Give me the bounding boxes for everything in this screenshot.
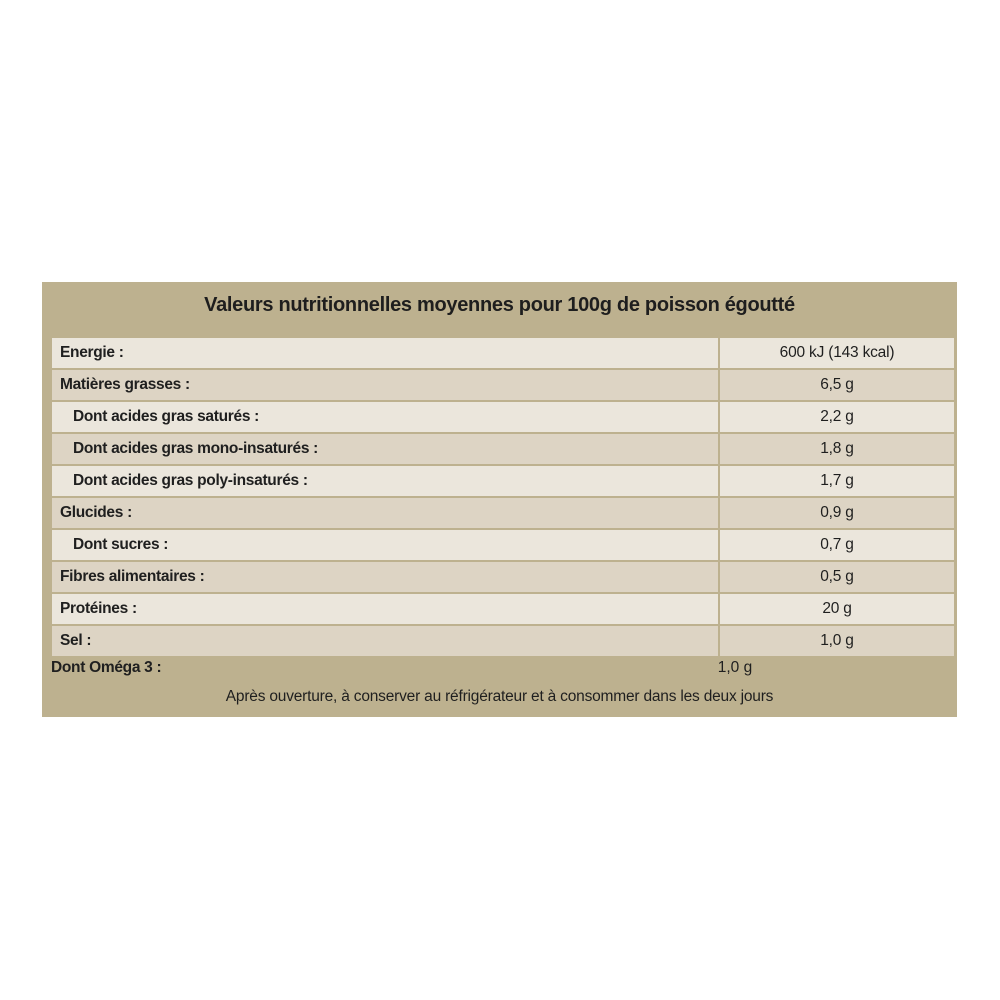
row-value: 0,9 g <box>720 498 954 528</box>
table-row-poly-insatures <box>52 466 954 496</box>
table-row-energie <box>52 338 954 368</box>
row-label: Dont sucres : <box>52 530 718 560</box>
row-value: 2,2 g <box>720 402 954 432</box>
omega-label: Dont Oméga 3 : <box>51 659 162 676</box>
row-value: 0,5 g <box>720 562 954 592</box>
row-label: Matières grasses : <box>52 370 718 400</box>
row-value: 1,8 g <box>720 434 954 464</box>
row-value: 0,7 g <box>720 530 954 560</box>
row-label: Fibres alimentaires : <box>52 562 718 592</box>
nutrition-title: Valeurs nutritionnelles moyennes pour 100g de poisson égoutté <box>204 294 795 316</box>
nutrition-panel <box>42 282 957 717</box>
table-row-satures <box>52 402 954 432</box>
table-row-sucres <box>52 530 954 560</box>
table-row-glucides <box>52 498 954 528</box>
storage-note: Après ouverture, à conserver au réfrigérateur et à consommer dans les deux jours <box>225 688 774 705</box>
row-value: 1,7 g <box>720 466 954 496</box>
row-label: Energie : <box>52 338 718 368</box>
table-row-fibres <box>52 562 954 592</box>
row-label: Dont acides gras poly-insaturés : <box>52 466 718 496</box>
row-label: Glucides : <box>52 498 718 528</box>
row-value: 6,5 g <box>720 370 954 400</box>
nutrition-table <box>52 338 954 656</box>
omega-value: 1,0 g <box>717 659 753 676</box>
row-label: Protéines : <box>52 594 718 624</box>
table-row-matieres-grasses <box>52 370 954 400</box>
row-label: Sel : <box>52 626 718 656</box>
table-row-proteines <box>52 594 954 624</box>
row-value: 1,0 g <box>720 626 954 656</box>
table-row-sel <box>52 626 954 656</box>
row-label: Dont acides gras saturés : <box>52 402 718 432</box>
table-row-mono-insatures <box>52 434 954 464</box>
row-label: Dont acides gras mono-insaturés : <box>52 434 718 464</box>
row-value: 20 g <box>720 594 954 624</box>
row-value: 600 kJ (143 kcal) <box>720 338 954 368</box>
